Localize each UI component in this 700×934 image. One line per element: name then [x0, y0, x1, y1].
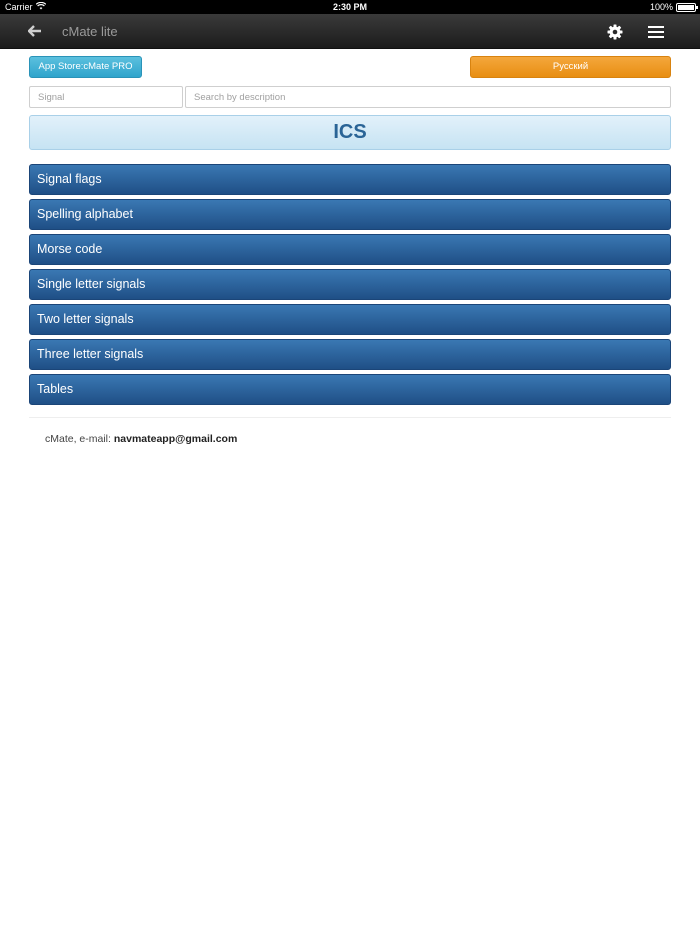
menu-item-spelling-alphabet[interactable]: Spelling alphabet — [29, 199, 671, 230]
menu-list — [29, 164, 671, 409]
navbar — [0, 14, 700, 49]
signal-input[interactable] — [29, 86, 183, 108]
carrier-label: Carrier — [5, 2, 33, 12]
app-title: cMate lite — [62, 24, 118, 39]
back-arrow-icon[interactable] — [24, 21, 46, 41]
battery-icon — [676, 3, 696, 12]
appstore-pro-button[interactable]: App Store:cMate PRO — [29, 56, 142, 78]
gear-icon[interactable] — [604, 21, 626, 43]
search-description-input[interactable] — [185, 86, 671, 108]
status-time: 2:30 PM — [332, 2, 367, 12]
language-button[interactable]: Русский — [470, 56, 671, 78]
menu-item-morse-code[interactable]: Morse code — [29, 234, 671, 265]
battery-info — [650, 2, 696, 12]
footer-email-link[interactable]: navmateapp@gmail.com — [113, 433, 238, 445]
menu-item-tables[interactable]: Tables — [29, 374, 671, 405]
hamburger-menu-icon[interactable] — [644, 21, 668, 43]
menu-item-three-letter-signals[interactable]: Three letter signals — [29, 339, 671, 370]
footer — [45, 433, 237, 445]
status-bar — [0, 0, 700, 14]
divider — [29, 417, 671, 418]
menu-item-signal-flags[interactable]: Signal flags — [29, 164, 671, 195]
menu-item-two-letter-signals[interactable]: Two letter signals — [29, 304, 671, 335]
section-title: ICS — [29, 115, 671, 150]
battery-percent: 100% — [649, 2, 673, 12]
footer-label: cMate, e-mail: — [45, 433, 114, 445]
menu-item-single-letter-signals[interactable]: Single letter signals — [29, 269, 671, 300]
